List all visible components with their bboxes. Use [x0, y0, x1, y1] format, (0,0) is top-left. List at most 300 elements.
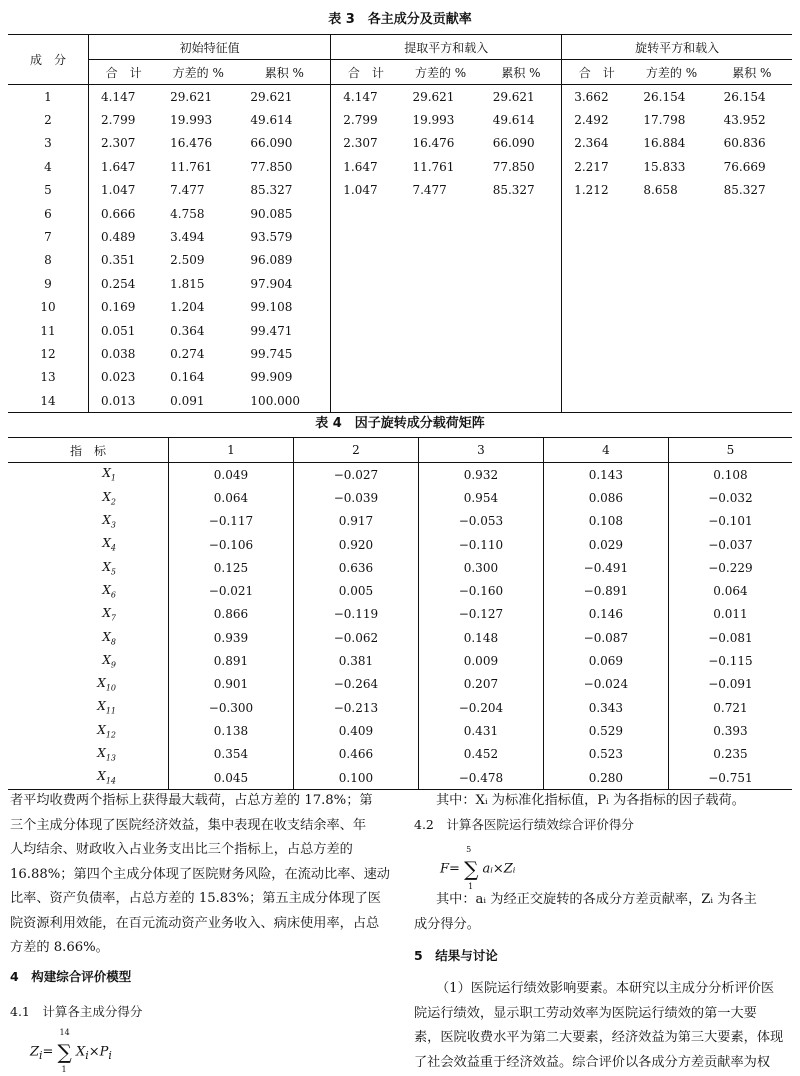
- sum-symbol: ∑ 14 1: [57, 1028, 72, 1074]
- table-cell: 1.647: [89, 155, 159, 178]
- table-cell: 19.993: [170, 113, 213, 128]
- indicator-symbol: X: [102, 489, 111, 504]
- table-cell: 1: [44, 89, 52, 104]
- table-row: [8, 533, 792, 556]
- table-cell: 26.154: [643, 89, 686, 104]
- table-row: [8, 108, 792, 131]
- table-cell: 0.343: [543, 696, 668, 719]
- table4-header: 1: [169, 438, 294, 463]
- table-cell: 1.047: [89, 179, 159, 202]
- table-row: [8, 579, 792, 602]
- table-cell: 0.917: [293, 510, 418, 533]
- table-cell: [331, 389, 401, 413]
- table-cell: 77.850: [250, 159, 293, 174]
- text-line: 16.88%；第四个主成分体现了医院财务风险，在流动比率、速动: [10, 866, 390, 882]
- table-cell: 0.954: [418, 486, 543, 509]
- table-cell: 99.471: [250, 323, 293, 338]
- indicator-label: [8, 766, 169, 790]
- table-cell: [562, 202, 632, 225]
- table-cell: 0.146: [543, 603, 668, 626]
- table-cell: [331, 249, 401, 272]
- table-cell: 3.494: [170, 230, 205, 245]
- indicator-index: 14: [105, 776, 116, 786]
- table-cell: 97.904: [250, 276, 293, 291]
- indicator-label: [8, 719, 169, 742]
- table-row: [8, 249, 792, 272]
- indicator-symbol: X: [102, 582, 111, 597]
- indicator-label: [8, 510, 169, 533]
- text-line: 院资源利用效能，在百元流动资产业务收入、病床使用率，占总: [10, 915, 380, 931]
- table-cell: −0.751: [668, 766, 792, 790]
- table-cell: 19.993: [412, 113, 455, 128]
- table-cell: −0.027: [293, 463, 418, 487]
- table-cell: 7.477: [412, 183, 447, 198]
- table-cell: 0.235: [668, 743, 792, 766]
- table-cell: [400, 202, 480, 225]
- table-cell: 0.086: [543, 486, 668, 509]
- table-cell: −0.115: [668, 649, 792, 672]
- table-cell: [400, 342, 480, 365]
- table-cell: 0.038: [89, 342, 159, 365]
- table-cell: 2.217: [562, 155, 632, 178]
- table-cell: −0.891: [543, 579, 668, 602]
- table-cell: [631, 389, 711, 413]
- table-cell: 85.327: [723, 183, 766, 198]
- table-cell: 1.647: [331, 155, 401, 178]
- table-cell: 4: [44, 159, 52, 174]
- table3-subheader: 合 计: [89, 60, 159, 85]
- table-cell: [331, 225, 401, 248]
- text-line: 方差的 8.66%。: [10, 940, 109, 955]
- formula-zi-p-sub: i: [108, 1049, 112, 1063]
- table-cell: [481, 366, 562, 389]
- table-row: [8, 132, 792, 155]
- table-cell: [712, 225, 792, 248]
- table-cell: [400, 272, 480, 295]
- table-cell: 0.108: [668, 463, 792, 487]
- indicator-index: 6: [110, 590, 116, 600]
- indicator-label: [8, 673, 169, 696]
- text-line: 三个主成分体现了医院经济效益，集中表现在收支结余率、年: [10, 817, 367, 833]
- table-cell: 3.662: [562, 85, 632, 109]
- table-cell: [562, 272, 632, 295]
- table-cell: 0.049: [169, 463, 294, 487]
- table-cell: −0.264: [293, 673, 418, 696]
- table-cell: [712, 272, 792, 295]
- indicator-index: 2: [110, 497, 116, 507]
- table4-header: 2: [293, 438, 418, 463]
- table-cell: [331, 296, 401, 319]
- table-cell: [400, 366, 480, 389]
- table-cell: [562, 296, 632, 319]
- table-cell: 16.884: [643, 136, 686, 151]
- text-line: 者平均收费两个指标上获得最大载荷，占总方差的 17.8%；第: [10, 793, 373, 808]
- text-line: 比率、资产负债率，占总方差的 15.83%；第五主成分体现了医: [10, 891, 381, 906]
- indicator-index: 9: [110, 660, 116, 670]
- sum-upper-limit: 5: [466, 845, 472, 854]
- table-cell: [631, 225, 711, 248]
- table-cell: 0.466: [293, 743, 418, 766]
- table-cell: 2.492: [562, 108, 632, 131]
- table-row: [8, 486, 792, 509]
- table-cell: [562, 225, 632, 248]
- table-cell: −0.053: [418, 510, 543, 533]
- table-cell: [631, 342, 711, 365]
- table-cell: 0.091: [170, 393, 205, 408]
- table-cell: [400, 296, 480, 319]
- table-cell: [331, 202, 401, 225]
- table-cell: −0.491: [543, 556, 668, 579]
- table-row: [8, 649, 792, 672]
- indicator-index: 3: [110, 520, 116, 530]
- section4-heading: 4 构建综合评价模型: [10, 969, 132, 984]
- table-cell: 0.045: [169, 766, 294, 790]
- table-row: [8, 743, 792, 766]
- indicator-symbol: X: [97, 699, 106, 714]
- table3-subheader: 方差的 %: [400, 60, 480, 85]
- table4: [8, 437, 792, 790]
- section5-heading: 5 结果与讨论: [414, 948, 498, 963]
- table-cell: [400, 389, 480, 413]
- table-cell: 0.300: [418, 556, 543, 579]
- table-cell: 29.621: [250, 89, 293, 104]
- table-row: [8, 626, 792, 649]
- table-cell: [631, 249, 711, 272]
- table-cell: 2.307: [89, 132, 159, 155]
- table-cell: 16.476: [412, 136, 455, 151]
- table-row: [8, 179, 792, 202]
- sum-upper-limit: 14: [59, 1028, 70, 1037]
- table-cell: 29.621: [492, 89, 535, 104]
- table-cell: [562, 342, 632, 365]
- indicator-label: [8, 649, 169, 672]
- table-cell: 0.529: [543, 719, 668, 742]
- text-line: 院运行绩效，显示职工劳动效率为医院运行绩效的第一大要: [414, 1005, 757, 1021]
- table-cell: 1.815: [170, 276, 205, 291]
- table-cell: 2.799: [331, 108, 401, 131]
- table-cell: 0.108: [543, 510, 668, 533]
- table-cell: −0.119: [293, 603, 418, 626]
- formula-f: [440, 845, 516, 891]
- table-cell: 0.431: [418, 719, 543, 742]
- table-cell: 49.614: [250, 113, 293, 128]
- table-cell: −0.091: [668, 673, 792, 696]
- table-cell: 0.274: [170, 346, 205, 361]
- table3: [8, 34, 792, 413]
- table-row: [8, 155, 792, 178]
- left-body-text: [10, 789, 395, 961]
- table4-header: 5: [668, 438, 792, 463]
- indicator-label: [8, 463, 169, 487]
- table-cell: [562, 389, 632, 413]
- table-cell: 0.069: [543, 649, 668, 672]
- table-cell: 0.023: [89, 366, 159, 389]
- right-note-xi: 其中：Xᵢ 为标准化指标值，Pᵢ 为各指标的因子载荷。: [436, 793, 745, 808]
- table-row: [8, 463, 792, 487]
- text-line: 人均结余、财政收入占业务支出比三个指标上，占总方差的: [10, 842, 353, 857]
- table-cell: −0.213: [293, 696, 418, 719]
- formula-zi-lhs: Z: [30, 1044, 40, 1060]
- table-cell: 16.476: [170, 136, 213, 151]
- indicator-symbol: X: [102, 559, 111, 574]
- table-row: [8, 766, 792, 790]
- table-cell: 0.409: [293, 719, 418, 742]
- table-cell: 13: [40, 370, 56, 385]
- table-cell: 10: [40, 300, 56, 315]
- table-cell: −0.062: [293, 626, 418, 649]
- table3-subheader: 累积 %: [481, 60, 562, 85]
- table-cell: 0.721: [668, 696, 792, 719]
- indicator-index: 4: [110, 543, 116, 553]
- indicator-label: [8, 556, 169, 579]
- table-cell: 0.207: [418, 673, 543, 696]
- table-cell: 0.489: [89, 225, 159, 248]
- table-cell: −0.229: [668, 556, 792, 579]
- table4-header: 3: [418, 438, 543, 463]
- table-cell: 0.013: [89, 389, 159, 413]
- table-cell: 76.669: [723, 159, 766, 174]
- table-cell: 99.909: [250, 370, 293, 385]
- table-row: [8, 556, 792, 579]
- indicator-symbol: X: [102, 606, 111, 621]
- table-cell: 0.125: [169, 556, 294, 579]
- table3-subheader: 累积 %: [712, 60, 792, 85]
- table-cell: 7: [44, 230, 52, 245]
- table-cell: [331, 272, 401, 295]
- table-cell: 0.100: [293, 766, 418, 790]
- table-cell: 0.932: [418, 463, 543, 487]
- table4-header: 指 标: [8, 438, 169, 463]
- table-cell: [481, 202, 562, 225]
- table-cell: 0.064: [668, 579, 792, 602]
- sum-lower-limit: 1: [61, 1065, 67, 1074]
- table-cell: 8.658: [643, 183, 678, 198]
- table-cell: 2.509: [170, 253, 205, 268]
- table-cell: −0.127: [418, 603, 543, 626]
- indicator-symbol: X: [97, 769, 106, 784]
- indicator-index: 11: [105, 706, 116, 716]
- table-cell: [481, 296, 562, 319]
- table-cell: −0.037: [668, 533, 792, 556]
- table-cell: −0.478: [418, 766, 543, 790]
- table-cell: [400, 319, 480, 342]
- indicator-index: 1: [110, 473, 116, 483]
- indicator-symbol: X: [102, 652, 111, 667]
- indicator-label: [8, 626, 169, 649]
- table-cell: [331, 366, 401, 389]
- table-cell: 43.952: [723, 113, 766, 128]
- table3-subheader: 合 计: [331, 60, 401, 85]
- table-cell: [481, 389, 562, 413]
- table-cell: 11: [40, 323, 56, 338]
- formula-zi: $Z_i=$ ∑ 14 1 $X_i\times P_i$: [30, 1028, 112, 1074]
- table-cell: 3: [44, 136, 52, 151]
- table-cell: 0.254: [89, 272, 159, 295]
- table-cell: 0.891: [169, 649, 294, 672]
- table-row: [8, 319, 792, 342]
- indicator-label: [8, 579, 169, 602]
- table-cell: 2.799: [89, 108, 159, 131]
- table-cell: −0.039: [293, 486, 418, 509]
- note-line: 成分得分。: [414, 916, 480, 932]
- table-row: [8, 272, 792, 295]
- table-cell: [712, 249, 792, 272]
- table-row: [8, 85, 792, 109]
- table-cell: 0.393: [668, 719, 792, 742]
- table-cell: 1.204: [170, 300, 205, 315]
- table-cell: 0.143: [543, 463, 668, 487]
- formula-zi-x-sub: i: [85, 1049, 89, 1063]
- table-cell: −0.160: [418, 579, 543, 602]
- table4-caption: 表 4 因子旋转成分载荷矩阵: [315, 416, 485, 431]
- formula-zi-p: ×P: [88, 1044, 109, 1060]
- table-cell: [331, 319, 401, 342]
- table-cell: 0.351: [89, 249, 159, 272]
- indicator-index: 12: [105, 730, 116, 740]
- table-cell: [712, 202, 792, 225]
- indicator-index: 5: [110, 567, 116, 577]
- table-cell: 85.327: [492, 183, 535, 198]
- sum-symbol: ∑ 5 1: [464, 845, 479, 891]
- indicator-index: 10: [105, 683, 116, 693]
- table-cell: 66.090: [492, 136, 535, 151]
- table-cell: [481, 225, 562, 248]
- table-cell: 8: [44, 253, 52, 268]
- table-cell: [400, 249, 480, 272]
- table-cell: 2.364: [562, 132, 632, 155]
- table-cell: [481, 249, 562, 272]
- table-cell: 0.452: [418, 743, 543, 766]
- table-cell: [481, 342, 562, 365]
- table-cell: 0.364: [170, 323, 205, 338]
- table-row: [8, 389, 792, 413]
- table-cell: [481, 272, 562, 295]
- table-cell: [400, 225, 480, 248]
- table-row: [8, 342, 792, 365]
- table-cell: [481, 319, 562, 342]
- table-cell: 93.579: [250, 230, 293, 245]
- table-cell: 2: [44, 113, 52, 128]
- indicator-index: 8: [110, 636, 116, 646]
- table-cell: 26.154: [723, 89, 766, 104]
- text-line: 素，医院收费水平为第二大要素，经济效益为第三大要素，体现: [414, 1030, 784, 1045]
- table-row: [8, 719, 792, 742]
- table-cell: −0.110: [418, 533, 543, 556]
- table-cell: 60.836: [723, 136, 766, 151]
- table-row: [8, 696, 792, 719]
- table-cell: 0.939: [169, 626, 294, 649]
- table-cell: [562, 319, 632, 342]
- indicator-label: [8, 533, 169, 556]
- table-cell: 1.047: [331, 179, 401, 202]
- table-cell: 11.761: [412, 159, 455, 174]
- table-cell: [562, 249, 632, 272]
- table-cell: 49.614: [492, 113, 535, 128]
- table3-header-component: 成 分: [8, 35, 89, 85]
- table-cell: −0.021: [169, 579, 294, 602]
- table-cell: 0.666: [89, 202, 159, 225]
- indicator-label: [8, 743, 169, 766]
- table-cell: 29.621: [170, 89, 213, 104]
- table-cell: 0.009: [418, 649, 543, 672]
- table-row: [8, 366, 792, 389]
- table-cell: 9: [44, 276, 52, 291]
- table3-group-extraction: 提取平方和载入: [331, 35, 562, 60]
- table-cell: [631, 296, 711, 319]
- table-cell: −0.032: [668, 486, 792, 509]
- indicator-symbol: X: [97, 722, 106, 737]
- table-cell: 17.798: [643, 113, 686, 128]
- table-cell: 29.621: [412, 89, 455, 104]
- table-cell: 14: [40, 393, 56, 408]
- table-cell: −0.106: [169, 533, 294, 556]
- table-cell: 4.758: [170, 206, 205, 221]
- table-cell: −0.117: [169, 510, 294, 533]
- table-row: [8, 202, 792, 225]
- table-cell: [712, 389, 792, 413]
- indicator-symbol: X: [102, 536, 111, 551]
- formula-zi-lhs-sub: i: [39, 1049, 43, 1063]
- table-cell: [712, 296, 792, 319]
- text-line: （1）医院运行绩效影响要素。本研究以主成分分析评价医: [436, 981, 775, 996]
- formula-f-rhs: aᵢ×Zᵢ: [482, 861, 516, 877]
- table-cell: 6: [44, 206, 52, 221]
- table-cell: 2.307: [331, 132, 401, 155]
- table-cell: −0.087: [543, 626, 668, 649]
- table-cell: 0.636: [293, 556, 418, 579]
- indicator-index: 13: [105, 753, 116, 763]
- table-cell: 96.089: [250, 253, 293, 268]
- table-cell: [631, 366, 711, 389]
- table-cell: 0.901: [169, 673, 294, 696]
- table-row: [8, 296, 792, 319]
- indicator-symbol: X: [97, 676, 106, 691]
- table3-subheader: 方差的 %: [631, 60, 711, 85]
- indicator-symbol: X: [97, 746, 106, 761]
- indicator-label: [8, 696, 169, 719]
- right-body-text: [414, 977, 794, 1075]
- table-cell: 66.090: [250, 136, 293, 151]
- table3-group-rotation: 旋转平方和载入: [562, 35, 792, 60]
- table-cell: 0.011: [668, 603, 792, 626]
- table3-subheader: 累积 %: [238, 60, 330, 85]
- table-cell: −0.300: [169, 696, 294, 719]
- table3-caption: 表 3 各主成分及贡献率: [328, 12, 472, 27]
- table-cell: 99.108: [250, 300, 293, 315]
- table-cell: 0.138: [169, 719, 294, 742]
- table-cell: [631, 272, 711, 295]
- section42-heading: 4.2 计算各医院运行绩效综合评价得分: [414, 817, 634, 832]
- table-cell: 0.164: [170, 370, 205, 385]
- table-cell: 99.745: [250, 346, 293, 361]
- table-row: [8, 510, 792, 533]
- table3-subheader: 方差的 %: [158, 60, 238, 85]
- table-cell: 90.085: [250, 206, 293, 221]
- table-cell: 0.051: [89, 319, 159, 342]
- table-cell: 12: [40, 346, 56, 361]
- table-cell: [562, 366, 632, 389]
- table-cell: 4.147: [89, 85, 159, 109]
- table-cell: 77.850: [492, 159, 535, 174]
- table-cell: [631, 202, 711, 225]
- table-cell: 0.005: [293, 579, 418, 602]
- right-note-ai: [414, 888, 794, 937]
- table-cell: 0.920: [293, 533, 418, 556]
- table-cell: 15.833: [643, 159, 686, 174]
- table-cell: 0.354: [169, 743, 294, 766]
- section41-heading: 4.1 计算各主成分得分: [10, 1004, 143, 1019]
- table-cell: −0.024: [543, 673, 668, 696]
